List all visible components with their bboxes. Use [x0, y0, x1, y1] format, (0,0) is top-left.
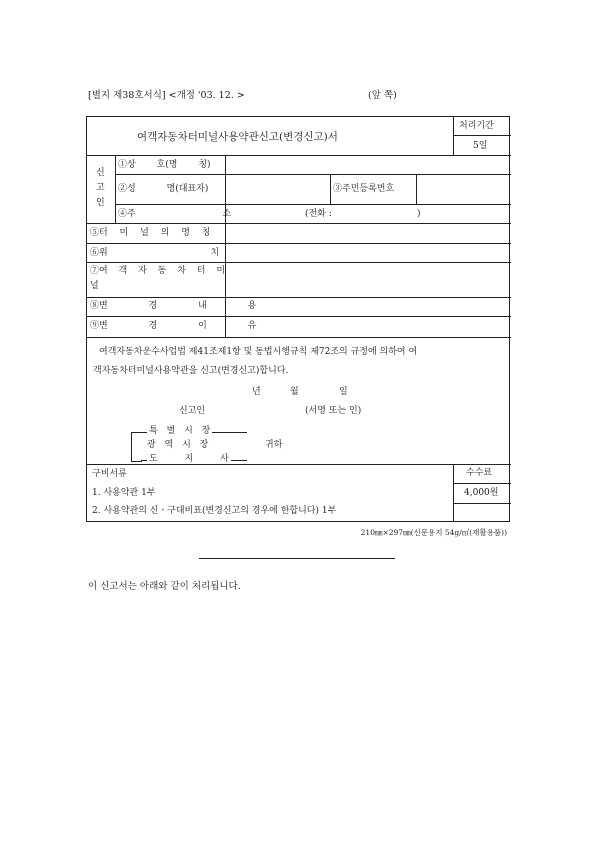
fee-label: 수수료 — [466, 468, 493, 478]
location-label: ⑥위 치 — [90, 248, 220, 258]
statement-line-2: 객자동차터미널사용약관을 신고(변경신고)합니다. — [93, 366, 289, 376]
authority-special-city: 특 별 시 장 — [149, 426, 211, 436]
resident-number-label: ③주민등록번호 — [333, 184, 395, 194]
separator-line — [199, 558, 395, 559]
change-content-label: ⑧변 경 내 용 — [90, 301, 257, 311]
form-reference: [별지 제38호서식] <개정 '03. 12. > — [88, 90, 245, 101]
paper-spec: 210㎜×297㎜(신문용지 54g/㎡(재활용품)) — [360, 528, 507, 537]
divider — [115, 174, 511, 175]
authority-metro-city: 광 역 시 장 — [147, 440, 209, 450]
phone-label: (전화 : — [305, 209, 332, 219]
processing-period-value: 5일 — [473, 141, 488, 151]
divider — [87, 297, 511, 298]
divider — [87, 316, 511, 317]
documents-label: 구비서류 — [92, 469, 127, 479]
divider — [453, 483, 511, 484]
terminal-type-label: ⑦여 객 자 동 차 터 미 — [90, 266, 226, 276]
processing-period-label: 처리기간 — [459, 121, 494, 131]
applicant-label-char: 인 — [96, 198, 105, 208]
divider — [87, 223, 511, 224]
processing-note: 이 신고서는 아래와 같이 처리됩니다. — [88, 581, 241, 592]
authority-province: 도 지 사 — [149, 454, 229, 464]
representative-name-label: ②성 명(대표자) — [118, 184, 209, 194]
date-year: 년 — [252, 387, 261, 397]
divider — [453, 464, 454, 522]
divider — [453, 117, 454, 155]
reporter-label: 신고인 — [179, 406, 206, 416]
authority-bracket — [131, 432, 142, 462]
fee-value: 4,000원 — [464, 488, 499, 498]
phone-close: ) — [417, 209, 421, 219]
divider — [115, 204, 511, 205]
page-side-label: (앞 쪽) — [368, 90, 397, 101]
divider — [87, 464, 511, 465]
divider — [416, 174, 417, 204]
divider — [115, 155, 116, 223]
statement-line-1: 여객자동차운수사업법 제41조제1항 및 동법시행규칙 제72조의 규정에 의하여 여 — [99, 347, 418, 357]
signature-label: (서명 또는 인) — [305, 406, 362, 416]
divider — [453, 135, 511, 136]
address-label: ④주 소 — [118, 209, 232, 219]
date-month: 월 — [290, 387, 299, 397]
divider — [87, 243, 511, 244]
document-item-2: 2. 사용약관의 신ㆍ구대비표(변경신고의 경우에 한합니다) 1부 — [92, 506, 337, 516]
divider — [453, 503, 511, 504]
divider — [87, 155, 511, 156]
document-item-1: 1. 사용약관 1부 — [92, 488, 156, 498]
applicant-label-char: 신 — [96, 168, 105, 178]
divider — [87, 337, 511, 338]
trade-name-label: ①상 호(명 칭) — [118, 160, 211, 170]
divider — [330, 174, 331, 204]
terminal-name-label: ⑤터 미 널 의 명 칭 — [90, 228, 211, 238]
addressee-suffix: 귀하 — [265, 440, 283, 450]
divider — [87, 262, 511, 263]
applicant-label-char: 고 — [96, 183, 105, 193]
form-title: 여객자동차터미널사용약관신고(변경신고)서 — [137, 131, 338, 143]
terminal-type-label-cont: 널 — [90, 281, 99, 291]
report-form — [86, 116, 510, 522]
change-reason-label: ⑨변 경 이 유 — [90, 321, 257, 331]
date-day: 일 — [339, 387, 348, 397]
